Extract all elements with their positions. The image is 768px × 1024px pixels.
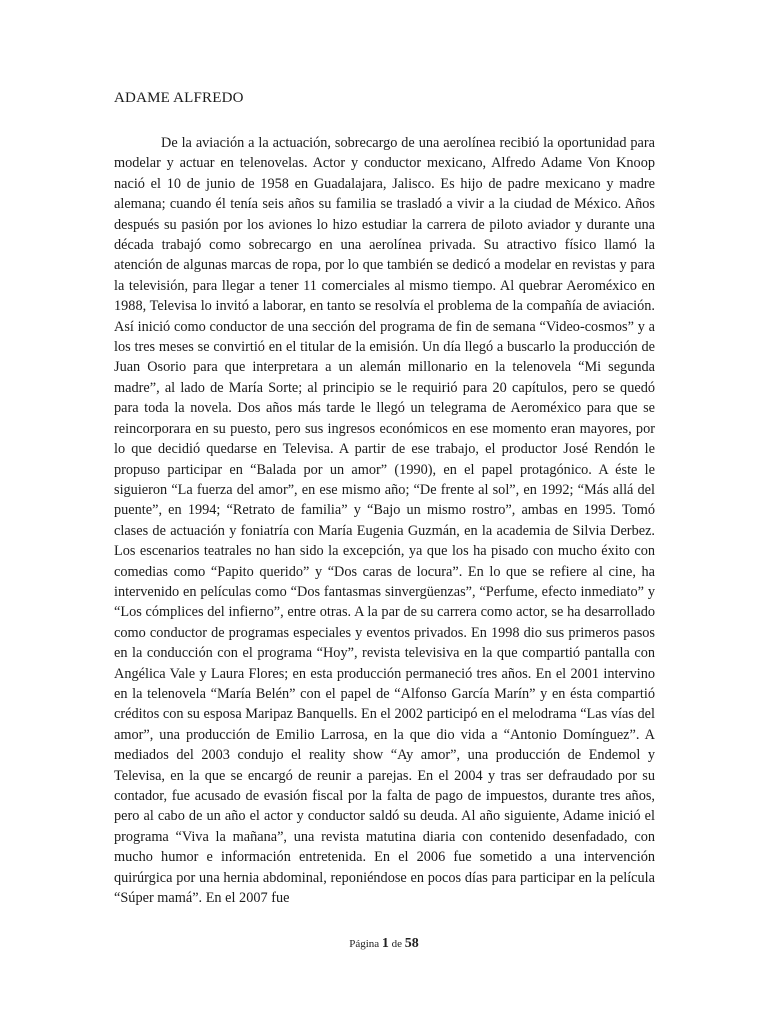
of-label: de <box>391 938 403 950</box>
page-number: 1 <box>381 936 389 951</box>
page-footer <box>0 936 768 952</box>
document-title: ADAME ALFREDO <box>114 90 244 106</box>
page-label: Página <box>349 938 380 950</box>
total-pages: 58 <box>404 936 419 951</box>
body-paragraph: De la aviación a la actuación, sobrecargo de una aerolínea recibió la oportunidad para modelar y actuar en telenovelas. Actor y conductor mexicano, Alfredo Adame Von Knoop nació el 10 de junio de 1958 en Guadalajara, Jalisco. Es hijo de padre mexicano y madre alemana; cuando él tenía seis años su familia se trasladó a vivir a la ciudad de México. Años después su pasión por los aviones lo hizo estudiar la carrera de piloto aviador y durante una década trabajó como sobrecargo en una aerolínea privada. Su atractivo físico llamó la atención de algunas marcas de ropa, por lo que también se dedicó a modelar en revistas y para la televisión, para llegar a tener 11 comerciales al mismo tiempo. Al quebrar Aeroméxico en 1988, Televisa lo invitó a laborar, en tanto se resolvía el problema de la compañía de aviación. Así inició como conductor de una sección del programa de fin de semana “Video-cosmos” y a los tres meses se convirtió en el titular de la emisión. Un día llegó a buscarlo la producción de Juan Osorio para que interpretara a un alemán millonario en la telenovela “Mi segunda madre”, al lado de María Sorte; al principio se le requirió para 20 capítulos, pero se quedó para toda la novela. Dos años más tarde le llegó un telegrama de Aeroméxico para que se reincorporara en su puesto, pero sus ingresos económicos en ese momento eran mayores, por lo que decidió quedarse en Televisa. A partir de ese trabajo, el productor José Rendón le propuso participar en “Balada por un amor” (1990), en el papel protagónico. A éste le siguieron “La fuerza del amor”, en ese mismo año; “De frente al sol”, en 1992; “Más allá del puente”, en 1994; “Retrato de familia” y “Bajo un mismo rostro”, ambas en 1995. Tomó clases de actuación y foniatría con María Eugenia Guzmán, en la academia de Silvia Derbez. Los escenarios teatrales no han sido la excepción, ya que los ha pisado con mucho éxito con comedias como “Papito querido” y “Dos caras de locura”. En lo que se refiere al cine, ha intervenido en películas como “Dos fantasmas sinvergüenzas”, “Perfume, efecto inmediato” y “Los cómplices del infierno”, entre otras. A la par de su carrera como actor, se ha desarrollado como conductor de programas especiales y eventos privados. En 1998 dio sus primeros pasos en la conducción con el programa “Hoy”, revista televisiva en la que compartió pantalla con Angélica Vale y Laura Flores; en esta producción permaneció tres años. En el 2001 intervino en la telenovela “María Belén” con el papel de “Alfonso García Marín” y en ésta compartió créditos con su esposa Maripaz Banquells. En el 2002 participó en el melodrama “Las vías del amor”, una producción de Emilio Larrosa, en la que dio vida a “Antonio Domínguez”. A mediados del 2003 condujo el reality show “Ay amor”, una producción de Endemol y Televisa, en la que se encargó de reunir a parejas. En el 2004 y tras ser defraudado por su contador, fue acusado de evasión fiscal por la falta de pago de impuestos, durante tres años, pero al cabo de un año el actor y conductor saldó su deuda. Al año siguiente, Adame inició el programa “Viva la mañana”, una revista matutina diaria con contenido desenfadado, con mucho humor e información entretenida. En el 2006 fue sometido a una intervención quirúrgica por una hernia abdominal, reponiéndose en pocos días para participar en la película “Súper mamá”. En el 2007 fue <box>114 135 655 907</box>
